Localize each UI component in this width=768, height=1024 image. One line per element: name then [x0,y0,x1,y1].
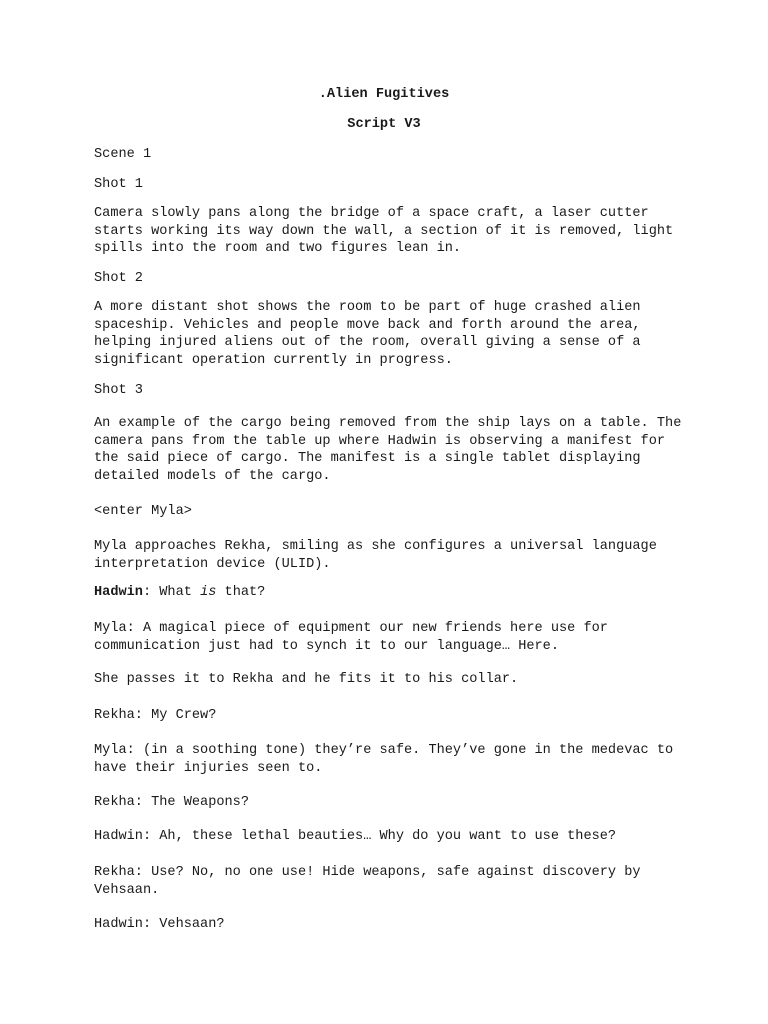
shot-1-description: Camera slowly pans along the bridge of a space craft, a laser cutter starts working its way down the wall, a section of it is removed, light spills into the room and two figures lean in. [94,206,682,256]
dialogue-myla-2: Myla: (in a soothing tone) they’re safe. They’ve gone in the medevac to have their injuries seen to. [94,743,682,776]
stage-direction-enter: <enter Myla> [94,504,192,519]
dialogue-text: : What [142,585,201,600]
dialogue-rekha-1: Rekha: My Crew? [94,708,217,723]
shot-heading-1: Shot 1 [94,177,143,192]
dialogue-emphasis: is [200,585,217,600]
dialogue-rekha-2: Rekha: The Weapons? [94,795,249,810]
dialogue-hadwin-1 [94,584,694,602]
dialogue-text: that? [216,585,266,600]
dialogue-rekha-3: Rekha: Use? No, no one use! Hide weapons, safe against discovery by Vehsaan. [94,865,649,898]
shot-heading-2: Shot 2 [94,271,143,286]
shot-heading-3: Shot 3 [94,383,143,398]
action-passes-device: She passes it to Rekha and he fits it to his collar. [94,672,519,687]
dialogue-myla-1: Myla: A magical piece of equipment our new friends here use for communication just had to synch it to our language… Here. [94,621,617,654]
document-subtitle: Script V3 [347,117,421,132]
dialogue-hadwin-2: Hadwin: Ah, these lethal beauties… Why do you want to use these? [94,829,617,844]
speaker-name: Hadwin [94,585,143,600]
shot-3-description: An example of the cargo being removed from the ship lays on a table. The camera pans from the table up where Hadwin is observing a manifest for the said piece of cargo. The manifest is a single tablet displaying detailed models of the cargo. [94,416,690,484]
document-title: .Alien Fugitives [318,87,450,102]
scene-heading: Scene 1 [94,147,152,162]
action-myla-approaches: Myla approaches Rekha, smiling as she configures a universal language interpretation device (ULID). [94,539,666,572]
dialogue-hadwin-3: Hadwin: Vehsaan? [94,917,225,932]
shot-2-description: A more distant shot shows the room to be part of huge crashed alien spaceship. Vehicles and people move back and forth around the area, helping injured aliens out of the room, overall giving a sense of a significant operation currently in progress. [94,300,649,368]
